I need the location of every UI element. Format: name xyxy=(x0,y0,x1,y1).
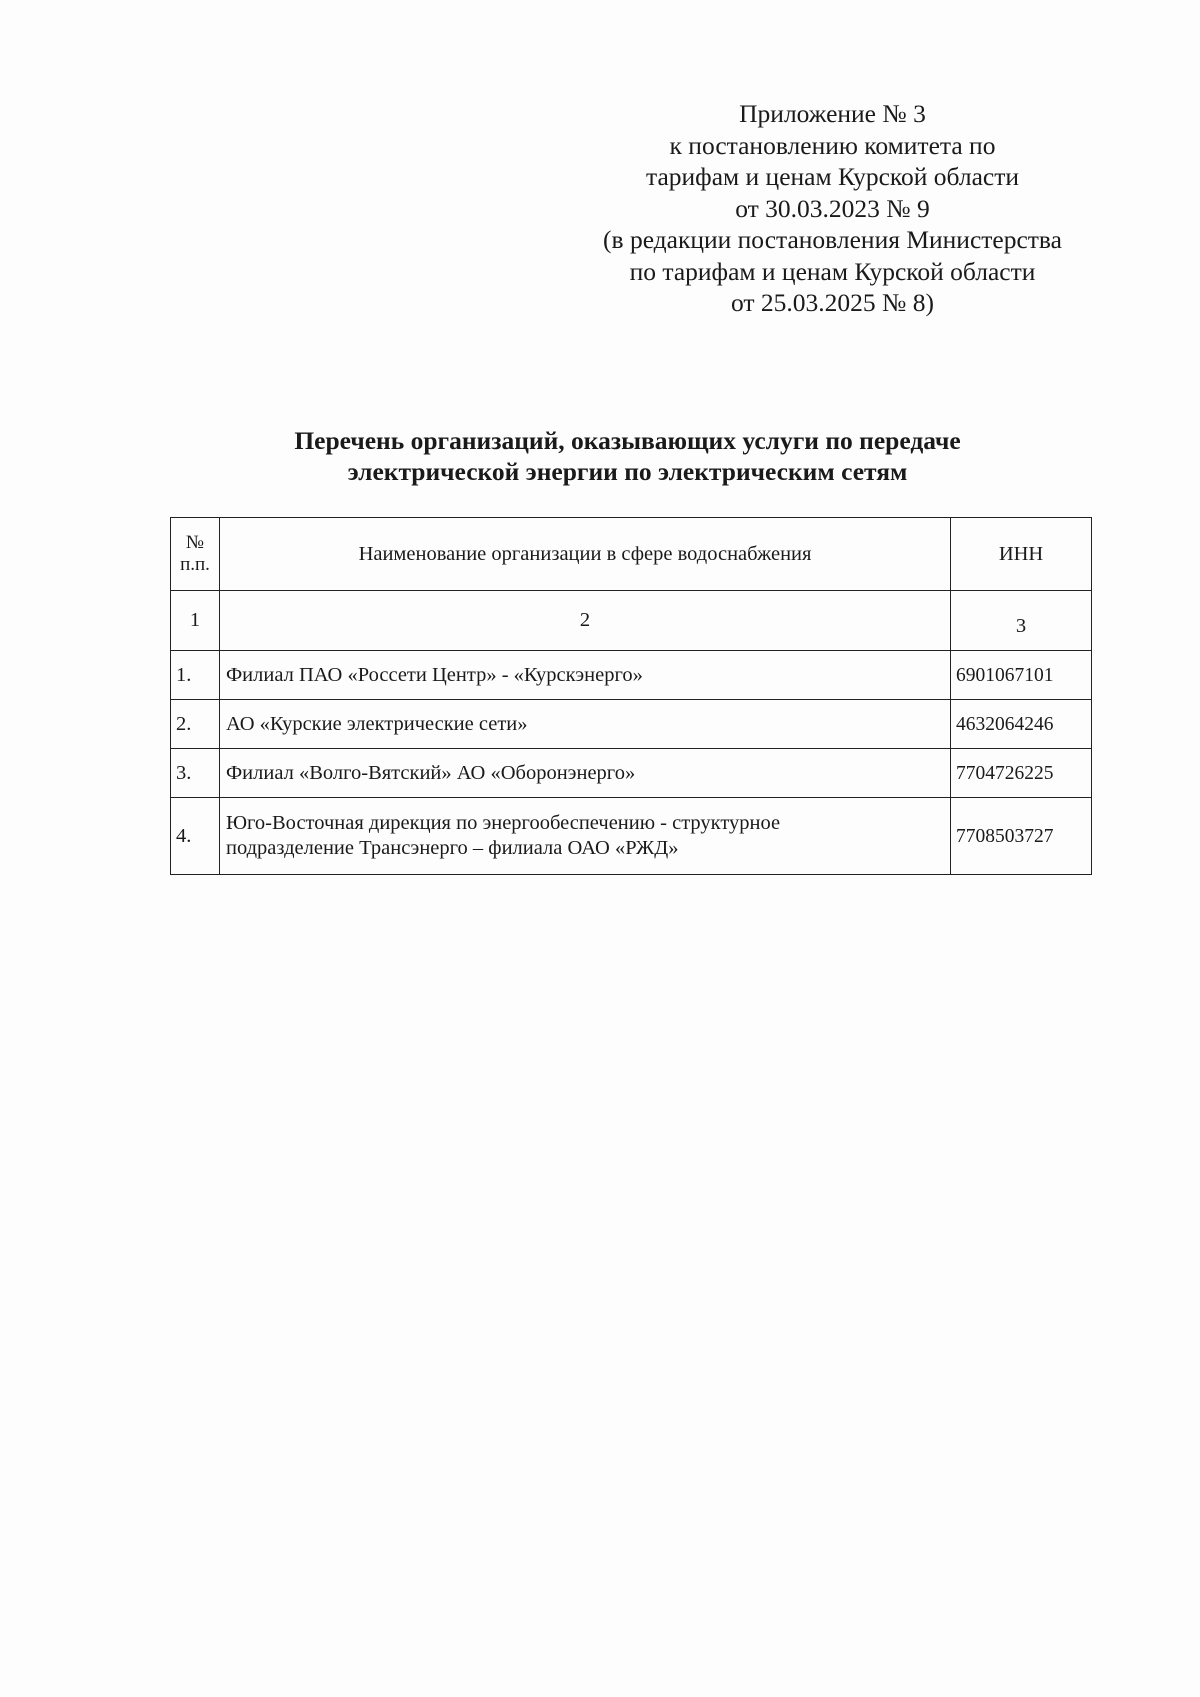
org-name: Филиал ПАО «Россети Центр» - «Курскэнерго» xyxy=(219,651,950,700)
title-line-2: электрической энергии по электрическим сетям xyxy=(347,457,908,486)
title-line-1: Перечень организаций, оказывающих услуги по передаче xyxy=(294,426,961,455)
header-inn: ИНН xyxy=(951,518,1092,591)
table-header-row xyxy=(171,518,1092,591)
appendix-line: тарифам и ценам Курской области xyxy=(646,162,1019,191)
org-inn: 7708503727 xyxy=(951,798,1092,875)
row-number: 4. xyxy=(171,798,220,875)
org-name: АО «Курские электрические сети» xyxy=(219,700,950,749)
organizations-table xyxy=(170,517,1092,875)
org-name: Филиал «Волго-Вятский» АО «Оборонэнерго» xyxy=(219,749,950,798)
row-number: 3. xyxy=(171,749,220,798)
appendix-line: Приложение № 3 xyxy=(739,99,926,128)
table-row xyxy=(171,700,1092,749)
appendix-header xyxy=(575,98,1090,319)
appendix-line: от 25.03.2025 № 8) xyxy=(730,288,934,317)
row-number: 2. xyxy=(171,700,220,749)
org-inn: 4632064246 xyxy=(951,700,1092,749)
header-number xyxy=(171,518,220,591)
document-title xyxy=(170,425,1085,487)
header-number-abbr: п.п. xyxy=(180,554,210,575)
header-number-sign: № xyxy=(185,532,205,553)
org-inn: 6901067101 xyxy=(951,651,1092,700)
appendix-line: (в редакции постановления Министерства xyxy=(603,225,1062,254)
column-index: 1 xyxy=(171,591,220,651)
appendix-line: от 30.03.2023 № 9 xyxy=(735,193,930,223)
org-name-line-2: подразделение Трансэнерго – филиала ОАО «РЖД» xyxy=(225,837,679,859)
table-row xyxy=(171,798,1092,875)
table-row xyxy=(171,651,1092,700)
org-name-line-1: Юго-Восточная дирекция по энергообеспечению - структурное xyxy=(225,812,781,834)
org-name xyxy=(219,798,950,875)
appendix-line: к постановлению комитета по xyxy=(669,130,996,160)
column-index: 3 xyxy=(951,591,1092,651)
row-number: 1. xyxy=(171,651,220,700)
table-row xyxy=(171,749,1092,798)
column-index: 2 xyxy=(219,591,950,651)
org-inn: 7704726225 xyxy=(951,749,1092,798)
header-org-name: Наименование организации в сфере водоснабжения xyxy=(219,518,950,591)
column-index-row xyxy=(171,591,1092,651)
appendix-line: по тарифам и ценам Курской области xyxy=(629,256,1036,286)
